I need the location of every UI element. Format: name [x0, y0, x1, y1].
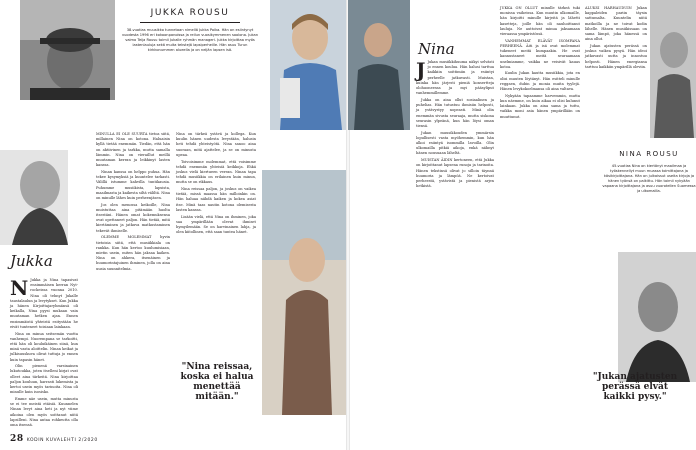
jukka-photo	[20, 0, 115, 100]
nina-large-photo	[618, 252, 696, 382]
left-column-3	[176, 132, 256, 237]
paragraph: Jukka on aina ollut sosiaalinen ja puhelias. Hän tutustuu ihmisiin helposti, ja ystävystyy nopeasti. Minä olin enemmän sivusta seuraaja, mutta siskona seurasin ylpeänä, kun hän löysi oman tiensä.	[416, 97, 494, 128]
paragraph: Ninan kanssa on helppo puhua. Hän tekee kysymyksiä ja kuuntelee tarkasti. Välillä istumme kahvilla tuntikausia. Puhumme musiikista, lapsista, maailmasta ja kaikesta siltä väliltä. Nina on minulle lähes kuin perheenjäsen.	[96, 169, 170, 200]
paragraph: Jukan muusikkouden ymmärsin lopullisesti vasta myöhemmin, kun hän alkoi esiintyä isommilla lavoilla. Olin ulkomailla pitkiä aikoja, enkä nähnyt hänen nousuaan läheltä.	[416, 130, 494, 156]
paragraph: MUISTAN ÄIDIN kertoneen, että Jukka on kirjoittanut lapsena runoja ja tarinoita. Hänen tekstinsä olivat jo silloin täynnä huumoria ja lämpöä. Ne kertoivat perheestä, ystävistä ja pienistä arjen hetkistä.	[416, 158, 494, 189]
nina-portrait-top-image	[650, 0, 696, 138]
paragraph: Nykyään tapaamme harvemmin, mutta kun näemme, on kuin aikaa ei olisi kulunut lainkaan. Jukka on aina sama ja tuttu, vaikka moni asia hänen ympärillään on muuttunut.	[500, 93, 580, 119]
left-column-1	[10, 278, 78, 430]
dropcap: N	[10, 276, 29, 300]
paragraph: VANHEMMAT ELÄVÄT ISOMPANA PERHEENÄ. Äiti ja isä ovat molemmat tukeneet meitä kumpaakin. He ovat kannustaneet meitä seuraamaan unelmiamme, vaikka ne veisivät kauas kotoa.	[500, 38, 580, 69]
paragraph: Lisään vielä, että Nina on ihminen, joka saa ympärillään olevat ihmiset hymyilemään. Se on harvinainen lahja, ja olen kiitollinen, että saan tuntea hänet.	[176, 214, 256, 235]
left-column-2	[96, 132, 170, 273]
childhood-siblings-image	[262, 170, 348, 415]
dropcap: J	[416, 58, 426, 82]
right-column-2	[500, 6, 580, 121]
paragraph: Nina on tärkeä ystävä ja kollega. Kun kuulin hänen uudesta levystään, halusin heti tehdä yhteistyötä. Nina sanoo aina suoraan, mitä ajattelee, ja se on minusta upeaa.	[176, 132, 256, 157]
paragraph: OLEMME MOLEMMAT hyvin tietoisia siitä, että musiikkiala on rankka. Kun hän kertoo kuulumisiaan, mietin usein, miten hän jaksaa kaiken. Nina on ahkera, itsenäinen ja huumorintajuinen ihminen, jolla on aina uusia suunnitelmia.	[96, 235, 170, 271]
pull-quote-right: "Jukan ajatusten perässä elvät kaikki pysy."	[592, 372, 678, 402]
childhood-photo-image	[270, 0, 348, 130]
paragraph: MINULLA EI OLE SUURTA tietoa siitä, millainen Nina on kotona. Haluaisin kyllä tietää enemmän. Tiedän, että hän on aktiivinen ja tarkka, mutta samalla lämmin. Nina on vieraillut meillä muutaman kerran ja leikkinyt lasten kanssa.	[96, 132, 170, 168]
page-number: 28	[10, 434, 24, 444]
jukka-photo-image	[20, 0, 115, 100]
right-page	[348, 0, 696, 450]
right-column-1	[416, 60, 494, 191]
family-photo	[348, 0, 410, 130]
bio-nina-text: 45-vuotias Nina on kiertänyt maailmaa ja työskennellyt muun muassa toimittajana ja käsikirjoittajana. Hän on julkaissut useita kirjoja ja hänen työnsä on palkittu. Hän toimii nykyään vapaana kirjoittajana ja asuu vuorotellen Suomessa ja ulkomailla.	[602, 164, 696, 194]
paragraph: Kuulin Jukan kautta musiikkia, jota en olisi muuten löytänyt. Hän esitteli minulle reggaen, dubin ja monia muita tyylejä. Hänen levykokoelmansa oli aina valtava.	[500, 71, 580, 92]
big-name-jukka: Jukka	[10, 252, 53, 270]
footer-left	[10, 434, 98, 444]
bio-nina-name: NINA ROUSU	[619, 150, 679, 158]
jukka-large-image	[0, 150, 68, 245]
bio-divider	[140, 22, 240, 23]
jukka-large-photo	[0, 150, 68, 245]
nina-large-image	[618, 252, 696, 382]
family-photo-image	[348, 0, 410, 130]
childhood-photo-siblings	[262, 170, 348, 415]
paragraph: Toivoisimme molemmat, että voisimme tehdä enemmän yhteisiä keikkoja. Ehkä joskus vielä kiertueen verran. Ninan tapa tehdä musiikkia on erilainen kuin minun, mutta se on rikkaus.	[176, 159, 256, 185]
childhood-photo-jukka	[270, 0, 348, 130]
paragraph: Olin pienenä varsinainen lukutoukka, joten itselleni kirjat ovat olleet aina tärkeitä. Nina kirjoittaa paljon kouluun, harrasti lukemista ja kertoi usein myös tarinoita. Nina oli minulle kuin isosisko.	[10, 364, 78, 395]
big-name-nina: Nina	[418, 40, 455, 58]
paragraph: J Jukan musiikkihuuma näkyi selvästi jo ennen koulua. Hän halusi tarttua kaikkiin soittimiin ja esiintyi perheelle jatkuvasti. Muistan, kuinka hän järjesti pieniä konsertteja olohuoneessa ja myi pääsyliput vanhemmillemme.	[416, 58, 494, 96]
paragraph: Nina reissaa paljon, ja joskus on vaikea tietää, missä maassa hän milloinkin on. Hän haluaa nähdä kaiken ja kokea asiat itse. Minä taas nautin kotona olemisesta lasten kanssa.	[176, 187, 256, 212]
right-column-3	[585, 6, 647, 71]
paragraph: N Jukka ja Nina tapasivat ensimmäisen kerran Nyt-rockeissa vuonna 2010. Nina oli tehnyt Jukalle taustalaulun ja levytykset. Kun Jukka ja hänen Kirjoittajaryhmänsä oli keikalla, Nina pyysi mukaan vain muutaman hetken ajan. Ennen ensimmäistä yhteistä esitystään he eivät tunteneet toisiaan lainkaan.	[10, 276, 78, 329]
nina-portrait-top	[650, 0, 696, 138]
bio-jukka-name: JUKKA ROUSU	[150, 8, 230, 18]
paragraph: JUKKA ON OLLUT minulle tärkeä tuki monissa vaiheissa. Kun muutin ulkomaille, hän kirjoitti minulle kirjeitä ja lähetti kasetteja, joille hän oli nauhoittanut lauluja. Ne auttoivat minua jaksamaan vieraassa ympäristössä.	[500, 6, 580, 37]
paragraph: Nina on minua seitsemän vuotta vanhempi. Nuorempana se tarkoitti, että hän oli kouluikäinen siinä, kun minä vasta aloittelin. Ninan keikat ja julkisuuskuva olivat tuttuja jo ennen kuin tapasin hänet.	[10, 331, 78, 362]
pull-quote-left: "Nina reissaa, koska ei halua menettää mitään."	[180, 362, 254, 402]
paragraph: Jos olen menossa keikoille, Nina muistuttaa aina pitämään huolta itsestäni. Hänen omat kokemuksensa ovat opettaneet paljon. Hän tietää, mitä kiertäminen ja jatkuva matkustaminen tekevät ihmiselle.	[96, 202, 170, 233]
paragraph: Emme näe usein, mutta minusta se ei tee meistä etäisiä. Kuunnelen Ninan levyt aina heti ja nyt viime aikoina olen myös soittanut niitä lapsilleni. Nina antaa rohkeutta olla oma itsensä.	[10, 396, 78, 427]
paragraph: ALUKSI HARHAUDUIN Jukan kappaleiden pariin täysin sattumalta. Kuuntelin niitä matkoilla ja ne toivat kodin lähelle. Hänen musiikissaan on sama lämpö, joka hänessä on aina ollut.	[585, 6, 647, 42]
bio-jukka-text: 38-vuotias muusikko tunnetaan nimellä Jukka Poika. Hän on esiintynyt vuodesta 1996 eri kokoonpanoissa ja reilun vuosikymmenen soolona. Jukan vaimo Teija Rousu toimii Jukalle ryhmän manageri. Jukka kirjoittaa myös lastenlauluja sekä muita tekstejä lapsiperheille. Hän asuu Turun kirkkonummen alueella ja on neljän lapsen isä.	[121, 28, 259, 53]
paragraph: Jukan ajatusten perässä on joskus vaikea pysyä. Hän ideoi jatkuvasti uutta ja innostuu helposti. Hänen energiansa tarttuu kaikkiin ympärillä oleviin.	[585, 43, 647, 69]
publication-name: KODIN KUVALEHTI 2/2020	[26, 438, 98, 443]
